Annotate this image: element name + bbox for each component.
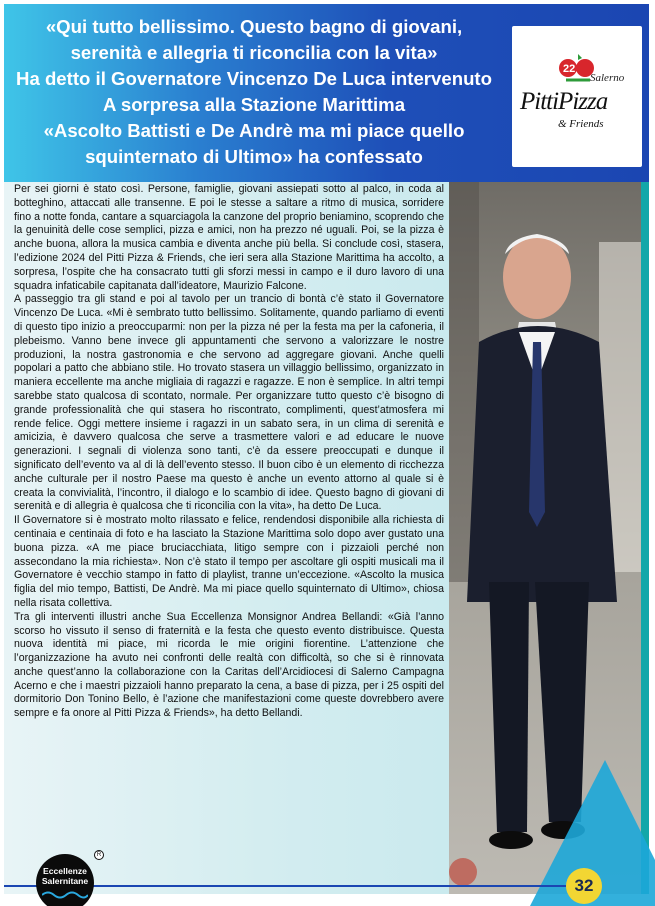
headline-line: serenità e allegria ti riconcilia con la vita» — [70, 42, 438, 63]
wave-icon — [42, 890, 88, 900]
header-banner — [4, 4, 649, 182]
article-paragraph: Il Governatore si è mostrato molto rilassato e felice, rendendosi disponibile alla richiesta di centinaia e centinaia di foto e ha lasciato la Stazione Marittima solo dopo aver gustato una buona pizza. «A me piace bruciacchiata, litigo sempre con i pizzaioli perché non assecondano la mia richiesta». Non c’è stato il tempo per ascoltare gli ospiti musicali ma il Governatore è vecchio stampo in fatto di playlist, tranne un’eccezione. «Ascolto la musica figlia del mio tempo, Battisti, De Andrè. Ma mi piace quello squinternato di Ultimo», chiosa nella risata collettiva. — [14, 514, 444, 609]
logo-city: Salerno — [590, 72, 625, 84]
registered-mark-icon: R — [94, 850, 104, 860]
eccellenze-salernitane-logo — [36, 852, 102, 906]
headline — [4, 14, 504, 170]
headline-line: squinternato di Ultimo» ha confessato — [85, 146, 423, 167]
logo-circle — [36, 854, 94, 906]
headline-line: A sorpresa alla Stazione Marittima — [102, 94, 406, 115]
headline-line: «Ascolto Battisti e De Andrè ma mi piace quello — [43, 120, 465, 141]
article-paragraph: Per sei giorni è stato così. Persone, famiglie, giovani assiepati sotto al palco, in coda al botteghino, attaccati alle transenne. E poi le stesse a saltare a ritmo di musica, sorridere fino a notte fonda, cantare a squarciagola la canzone del proprio beniamino, scoprendo che la genuinità delle cose semplici, pizza e amici, non ha prezzo né uguali. Poi, se la pizza è anche buona, allora la musica cambia e diventa anche più bella. Si conclude così, stasera, l’edizione 2024 del Pitti Pizza & Friends, che ieri sera alla Stazione Marittima ha accolto, a sorpresa, l’ospite che ha consacrato tutti gli sforzi messi in campo e il duro lavoro di una squadra infaticabile capitanata dall’ideatore, Maurizio Falcone. — [14, 183, 444, 292]
logo-friends: & Friends — [558, 118, 604, 130]
logo-line2: Salernitane — [41, 876, 89, 886]
headline-line: Ha detto il Governatore Vincenzo De Luca intervenuto — [16, 68, 492, 89]
pitti-pizza-logo — [512, 26, 642, 167]
logo-number: 22 — [563, 63, 576, 75]
article-paragraph: A passeggio tra gli stand e poi al tavolo per un trancio di bontà c’è stato il Governatore Vincenzo De Luca. «Mi è sembrato tutto bellissimo. Solitamente, quando parliamo di eventi di questo tipo inizio a preoccuparmi: non per la pizza né per la festa ma per la cafoneria, il plebeismo. Vanno bene invece gli appuntamenti che servono a valorizzare le nostre produzioni, la nostra gastronomia e che servono ad aggregare giovani. Anche quelli popolari a patto che abbiano stile. Ho trovato stasera un villaggio bellissimo, organizzato in maniera eccellente ma anche migliaia di ragazzi e ragazze. E non è semplice. In altri tempi sarebbe stato qualcosa di scontato, normale. Per organizzare tutto questo c’è bisogno di grande professionalità che qui stasera ho riscontrato, complimenti, quest’atmosfera mi rende felice. Oggi mettere insieme i ragazzi in un sabato sera, in un clima di serenità e amicizia, è davvero qualcosa che serve a trasmettere valori e ad educare le nuove generazioni. I segnali di violenza sono tanti, c’è da essere preoccupati e dunque il significato dell’evento va al di là dell’evento stesso. Il buon cibo è un elemento di ricchezza anche culturale per il nostro Paese ma questo è anche un evento attorno al quale si è creata la convivialità, l’incontro, il dialogo e lo scambio di idee. Questo bagno di giovani di serenità e di allegria è qualcosa che ti riconcilia con la vita», ha detto De Luca. — [14, 293, 444, 513]
logo-name: PittiPizza — [520, 88, 608, 115]
article-paragraph: Tra gli interventi illustri anche Sua Eccellenza Monsignor Andrea Bellandi: «Già l’anno scorso ho vissuto il senso di fraternità e la festa che questo evento distribuisce. Questa nuova identità mi piace, mi ricorda le mie origini fiorentine. L’attenzione che l’organizzazione ha avuto nei confronti delle realtà con difficoltà, so che si è rinnovata anche quest’anno la collaborazione con la Caritas dell’Arcidiocesi di Salerno Campagna Acerno e che i maestri pizzaioli hanno preparato la cena, a base di pizza, per i 25 ospiti del dormitorio Don Tonino Bello, è l’azione che manifestazioni come queste dovrebbero avere sempre e fa onore al Pitti Pizza & Friends», ha detto Bellandi. — [14, 610, 444, 720]
headline-line: «Qui tutto bellissimo. Questo bagno di giovani, — [45, 16, 463, 37]
logo-line1: Eccellenze — [43, 866, 87, 876]
page-number: 32 — [566, 868, 602, 904]
article-body — [14, 183, 444, 721]
